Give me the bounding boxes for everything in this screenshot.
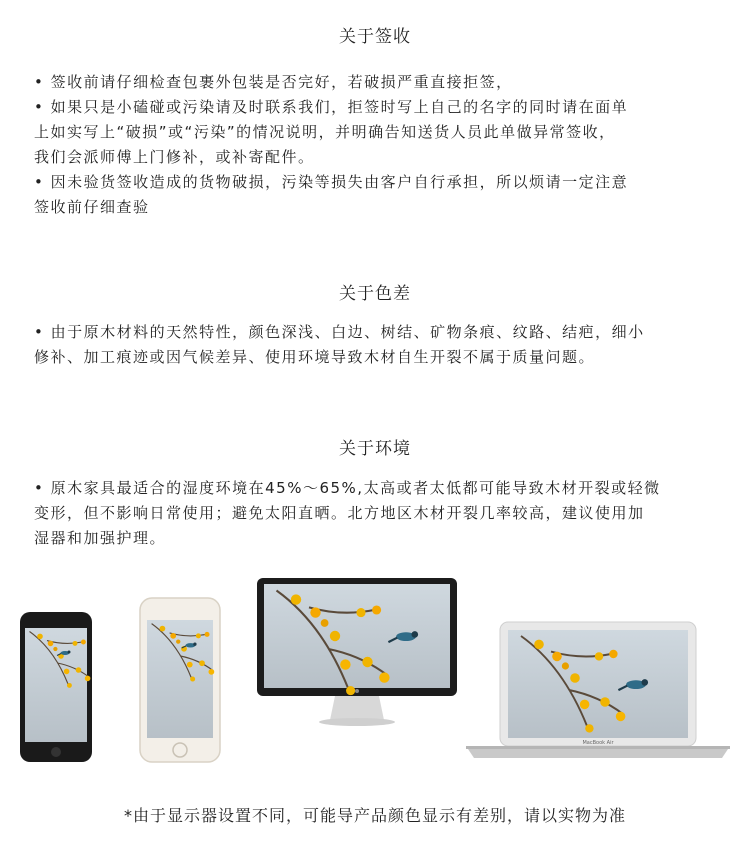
text-line: 上如实写上“破损”或“污染”的情况说明，并明确告知送货人员此单做异常签收， xyxy=(34,123,616,141)
text-line: 修补、加工痕迹或因气候差异、使用环境导致木材自生开裂不属于质量问题。 xyxy=(34,348,596,366)
section-body-environment xyxy=(34,476,724,551)
desktop-monitor xyxy=(257,578,457,726)
devices-image xyxy=(0,570,750,770)
section-title-color-difference: 关于色差 xyxy=(339,284,411,304)
text-line: • 如果只是小磕碰或污染请及时联系我们，拒签时写上自己的名字的同时请在面单 xyxy=(34,98,629,116)
laptop xyxy=(466,622,730,758)
text-line: • 签收前请仔细检查包裹外包装是否完好，若破损严重直接拒签， xyxy=(34,73,513,91)
text-line: 签收前仔细查验 xyxy=(34,198,150,216)
text-line: 湿器和加强护理。 xyxy=(34,529,167,547)
text-line: • 因未验货签收造成的货物破损，污染等损失由客户自行承担，所以烦请一定注意 xyxy=(34,173,629,191)
text-line: • 由于原木材料的天然特性，颜色深浅、白边、树结、矿物条痕、纹路、结疤，细小 xyxy=(34,323,645,341)
footer-note: *由于显示器设置不同，可能导产品颜色显示有差别，请以实物为准 xyxy=(123,806,626,825)
devices-illustration xyxy=(0,570,750,770)
section-body-signing xyxy=(34,70,724,220)
section-title-signing: 关于签收 xyxy=(339,27,411,47)
laptop-brand-label: MacBook Air xyxy=(582,740,614,746)
text-line: 变形，但不影响日常使用；避免太阳直晒。北方地区木材开裂几率较高，建议使用加 xyxy=(34,504,645,522)
text-line: 我们会派师傅上门修补，或补寄配件。 xyxy=(34,148,315,166)
section-title-environment: 关于环境 xyxy=(339,439,411,459)
text-line: • 原木家具最适合的湿度环境在45%～65%,太高或者太低都可能导致木材开裂或轻微 xyxy=(34,479,661,497)
smartphone-black xyxy=(20,612,92,762)
section-body-color-difference xyxy=(34,320,724,370)
smartphone-white xyxy=(140,598,220,762)
